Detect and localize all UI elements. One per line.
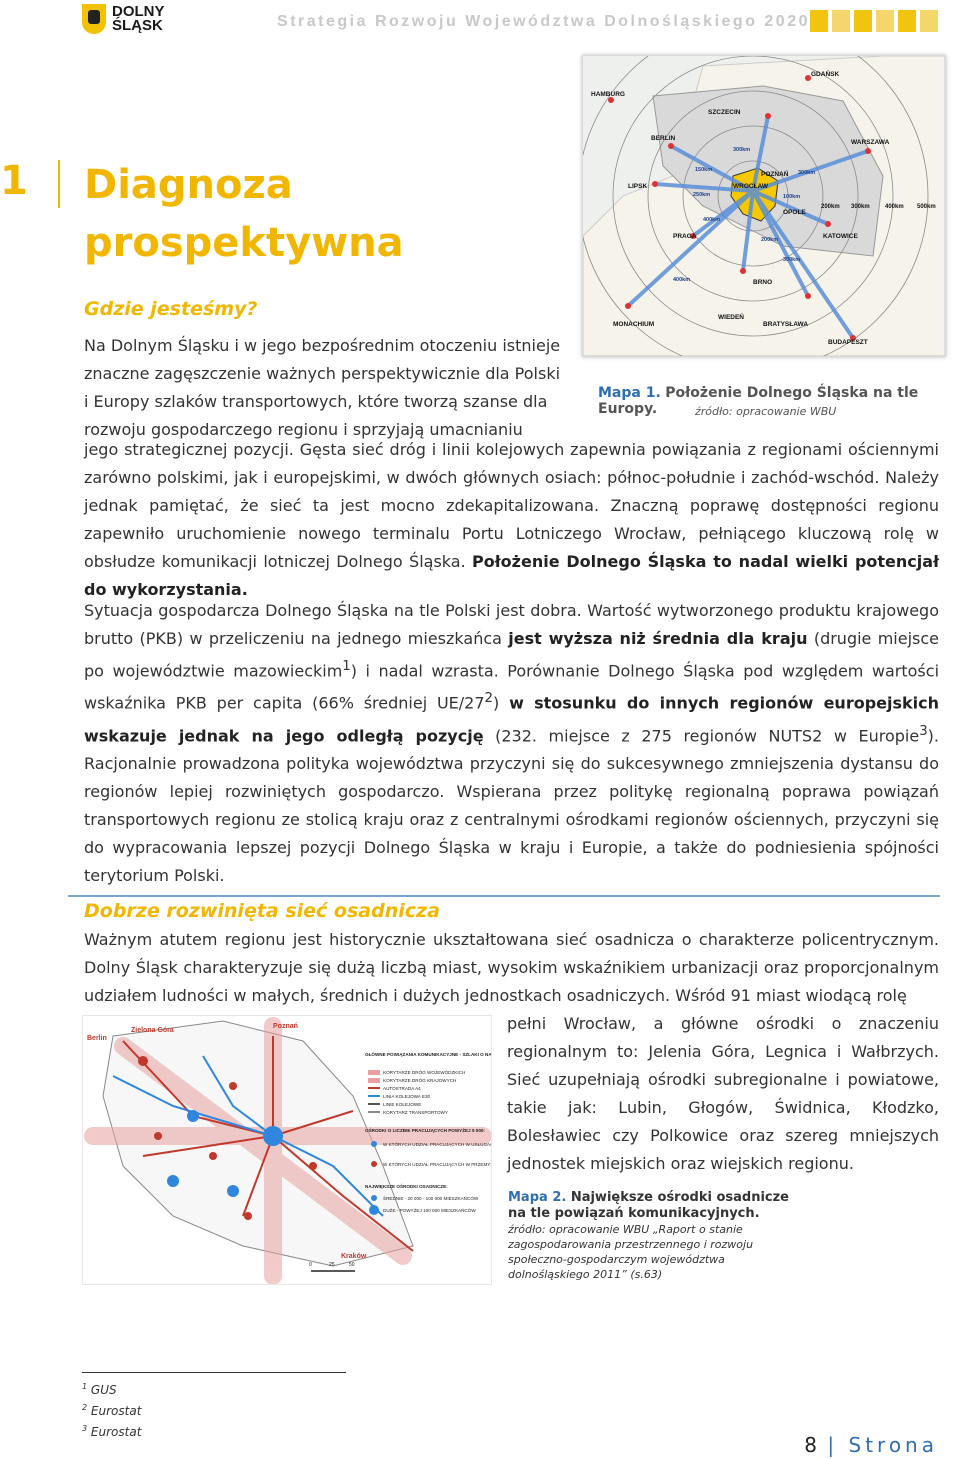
logo xyxy=(82,2,202,36)
map2-legend-title: GŁÓWNE POWIĄZANIA KOMUNIKACYJNE - SZLAKI O NA xyxy=(365,1052,491,1057)
scale-label: 400km xyxy=(885,204,904,210)
scale-label: 25 xyxy=(329,1262,335,1268)
map2-legend-item: KORYTARZ TRANSPORTOWY xyxy=(383,1110,448,1115)
map2-caption-text: Największe ośrodki osadnicze na tle powiązań komunikacyjnych. xyxy=(508,1190,790,1221)
scale-label: 50 xyxy=(349,1262,355,1268)
footnote-ref[interactable]: 3 xyxy=(919,723,928,739)
scale-label: 500km xyxy=(917,204,936,210)
city-label: BRNO xyxy=(753,279,773,286)
city-label: BERLIN xyxy=(651,135,676,142)
footnote-ref[interactable]: 1 xyxy=(342,659,351,674)
location-highlight: Położenie Dolnego Śląska to nadal wielki potencjał do wykorzystania. xyxy=(84,552,939,599)
page-number: 8 | Strona xyxy=(804,1433,938,1457)
map2-legend-item: KORYTARZE DRÓG KRAJOWYCH xyxy=(383,1078,457,1083)
map2-legend-item: DUŻE - POWYŻEJ 100 000 MIESZKAŃCÓW xyxy=(383,1208,476,1213)
header-decoration xyxy=(810,10,938,32)
footnote-ref[interactable]: 2 xyxy=(484,691,494,707)
map2-legend-title: OŚRODKI O LICZBIE PRACUJĄCYCH POWYŻEJ 5 000: xyxy=(365,1128,485,1133)
city-label: WIEDEŃ xyxy=(718,314,744,321)
map2-source: źródło: opracowanie WBU „Raport o stanie zagospodarowania przestrzennego i rozwoju społeczno-gospodarczym województwa dolnośląskiego 2011” (s.63) xyxy=(508,1223,754,1281)
location-paragraph: jego strategicznej pozycji. Gęsta sieć dróg i linii kolejowych zapewnia powiązania z regionami ościennymi zarówno polskimi, jak i europejskimi, w dwóch głównych osiach: północ-południe i zachód-wschód. Należy jednak pamiętać, że sieć ta jest mocno zdekapitalizowana. Znaczną poprawę dostępności regionu zapewniło uruchomienie nowego terminalu Portu Lotniczego Wrocław, pełniącego kluczową rolę w obsłudze komunikacji lotniczej Dolnego Śląska. Położenie Dolnego Śląska to nadal wielki potencjał do wykorzystania. xyxy=(84,440,939,599)
logo-line2: ŚLĄSK xyxy=(112,17,163,34)
scale-label: 300km xyxy=(851,204,870,210)
city-label: OPOLE xyxy=(783,209,806,216)
city-label: GDAŃSK xyxy=(811,71,840,78)
map2-legend-item: W KTÓRYCH UDZIAŁ PRACUJĄCYCH W PRZEMY xyxy=(383,1162,491,1167)
city-label: LIPSK xyxy=(628,183,648,190)
map2-caption-label: Mapa 2. xyxy=(508,1190,567,1205)
city-label: POZNAŃ xyxy=(761,171,789,178)
map1-caption-text: Położenie Dolnego Śląska na tle Europy. xyxy=(598,385,919,417)
footnote-divider xyxy=(82,1372,346,1373)
city-label: HAMBURG xyxy=(591,91,625,98)
map2-legend-item: ŚREDNIE - 20 000 - 100 000 MIESZKAŃCÓW xyxy=(383,1196,479,1201)
footnote: $^2$ Eurostat xyxy=(82,1403,142,1418)
chapter-title: Diagnoza prospektywna xyxy=(84,162,404,266)
map2-legend-item: LINIE KOLEJOWE xyxy=(383,1102,422,1107)
scale-label: 0 xyxy=(309,1262,312,1268)
city-label: Poznań xyxy=(273,1023,298,1030)
distance-label: 250km xyxy=(693,192,711,198)
distance-label: 400km xyxy=(673,277,691,283)
distance-label: 300km xyxy=(783,257,801,263)
chapter-number: 1 xyxy=(0,158,28,204)
city-label: Berlin xyxy=(87,1035,107,1042)
distance-label: 150km xyxy=(695,167,713,173)
header-title: Strategia Rozwoju Województwa Dolnośląskiego 2020 xyxy=(277,13,810,30)
city-label: WARSZAWA xyxy=(851,139,890,146)
distance-label: 200km xyxy=(761,237,779,243)
chapter-divider xyxy=(58,160,60,208)
crest-icon xyxy=(82,4,106,34)
logo-line1: DOLNY xyxy=(112,3,165,20)
scale-label: 200km xyxy=(821,204,840,210)
city-label: Kraków xyxy=(341,1253,367,1260)
map-europe xyxy=(582,55,946,357)
footnote: $^3$ Eurostat xyxy=(82,1424,142,1439)
map1-source: źródło: opracowanie WBU xyxy=(695,405,837,418)
map-settlement xyxy=(82,1015,492,1285)
map-settlement-svg xyxy=(83,1016,491,1284)
settlement-paragraph: Ważnym atutem regionu jest historycznie ukształtowana sieć osadnicza o charakterze policentrycznym. Dolny Śląsk charakteryzuje się dużą liczbą miast, wysokim wskaźnikiem urbanizacji oraz proporcjonalnym udziałem ludności w małych, średnich i dużych jednostkach osadniczych. Wśród 91 miast wiodącą rolę xyxy=(84,930,939,1005)
footnotes xyxy=(82,1378,141,1441)
distance-label: 300km xyxy=(798,170,816,176)
city-label: Zielona Góra xyxy=(131,1027,174,1034)
section-divider xyxy=(68,895,940,897)
map2-legend-title: NAJWIĘKSZE OŚRODKI OSADNICZE: xyxy=(365,1184,448,1189)
section-heading-settlement: Dobrze rozwinięta sieć osadnicza xyxy=(84,900,440,922)
city-label: MONACHIUM xyxy=(613,321,655,328)
city-label: SZCZECIN xyxy=(708,109,741,116)
section-heading: Gdzie jesteśmy? xyxy=(84,298,258,320)
map2-legend-item: AUTOSTRADA A4 xyxy=(383,1086,421,1091)
city-label: BRATYSŁAWA xyxy=(763,321,809,328)
map2-legend-item: KORYTARZE DRÓG WOJEWÓDZKICH xyxy=(383,1070,466,1075)
distance-label: 400km xyxy=(703,217,721,223)
economy-paragraph: Sytuacja gospodarcza Dolnego Śląska na tle Polski jest dobra. Wartość wytworzonego produktu krajowego brutto (PKB) w przeliczeniu na jednego mieszkańca jest wyższa niż średnia dla kraju (drugie miejsce po województwie mazowieckim$^1$) i nadal wzrasta. Porównanie Dolnego Śląska pod względem wartości wskaźnika PKB per capita (66% średniej $UE/27^2$) w stosunku do innych regionów europejskich wskazuje jednak na jego odległą pozycję (232. miejsce z 275 regionów NUTS2 w Europie$^3$). Racjonalnie prowadzona polityka województwa przyczyni się do sukcesywnego zmniejszenia dystansu do regionów lepiej rozwiniętych gospodarczo. Wspierana przez politykę regionalną poprawa powiązań transportowych regionu ze stolicą kraju oraz z centralnymi ośrodkami regionów ościennych, przyczyni się do wypracowania lepszej pozycji Dolnego Śląska w kraju i Europie, a także do podniesienia spójności terytorium Polski. xyxy=(84,601,940,885)
map1-caption-label: Mapa 1. xyxy=(598,385,661,401)
map-europe-svg xyxy=(583,56,945,356)
distance-label: 300km xyxy=(733,147,751,153)
map2-legend-item: W KTÓRYCH UDZIAŁ PRACUJĄCYCH W USŁUGA xyxy=(383,1142,491,1147)
map2-caption xyxy=(508,1190,798,1222)
city-label: WROCŁAW xyxy=(733,183,769,190)
city-label: KATOWICE xyxy=(823,233,858,240)
intro-paragraph: Na Dolnym Śląsku i w jego bezpośrednim otoczeniu istnieje znaczne zagęszczenie ważnych perspektywicznie dla Polski i Europy szlaków transportowych, które tworzą szanse dla rozwoju gospodarczego regionu i sprzyjają umacnianiu xyxy=(84,336,561,439)
settlement-paragraph-wrap: pełni Wrocław, a główne ośrodki o znaczeniu regionalnym to: Jelenia Góra, Legnica i Wałbrzych. Sieć uzupełniają ośrodki subregionalne i powiatowe, takie jak: Lubin, Głogów, Świdnica, Kłodzko, Bolesławiec czy Polkowice oraz szereg mniejszych jednostek miejskich oraz wiejskich regionu. xyxy=(507,1014,939,1173)
map2-legend-item: LINIA KOLEJOWA E30 xyxy=(383,1094,431,1099)
city-label: BUDAPESZT xyxy=(828,339,868,346)
distance-label: 100km xyxy=(783,194,801,200)
city-label: PRAGA xyxy=(673,233,697,240)
footnote: $^1$ GUS xyxy=(82,1382,117,1397)
